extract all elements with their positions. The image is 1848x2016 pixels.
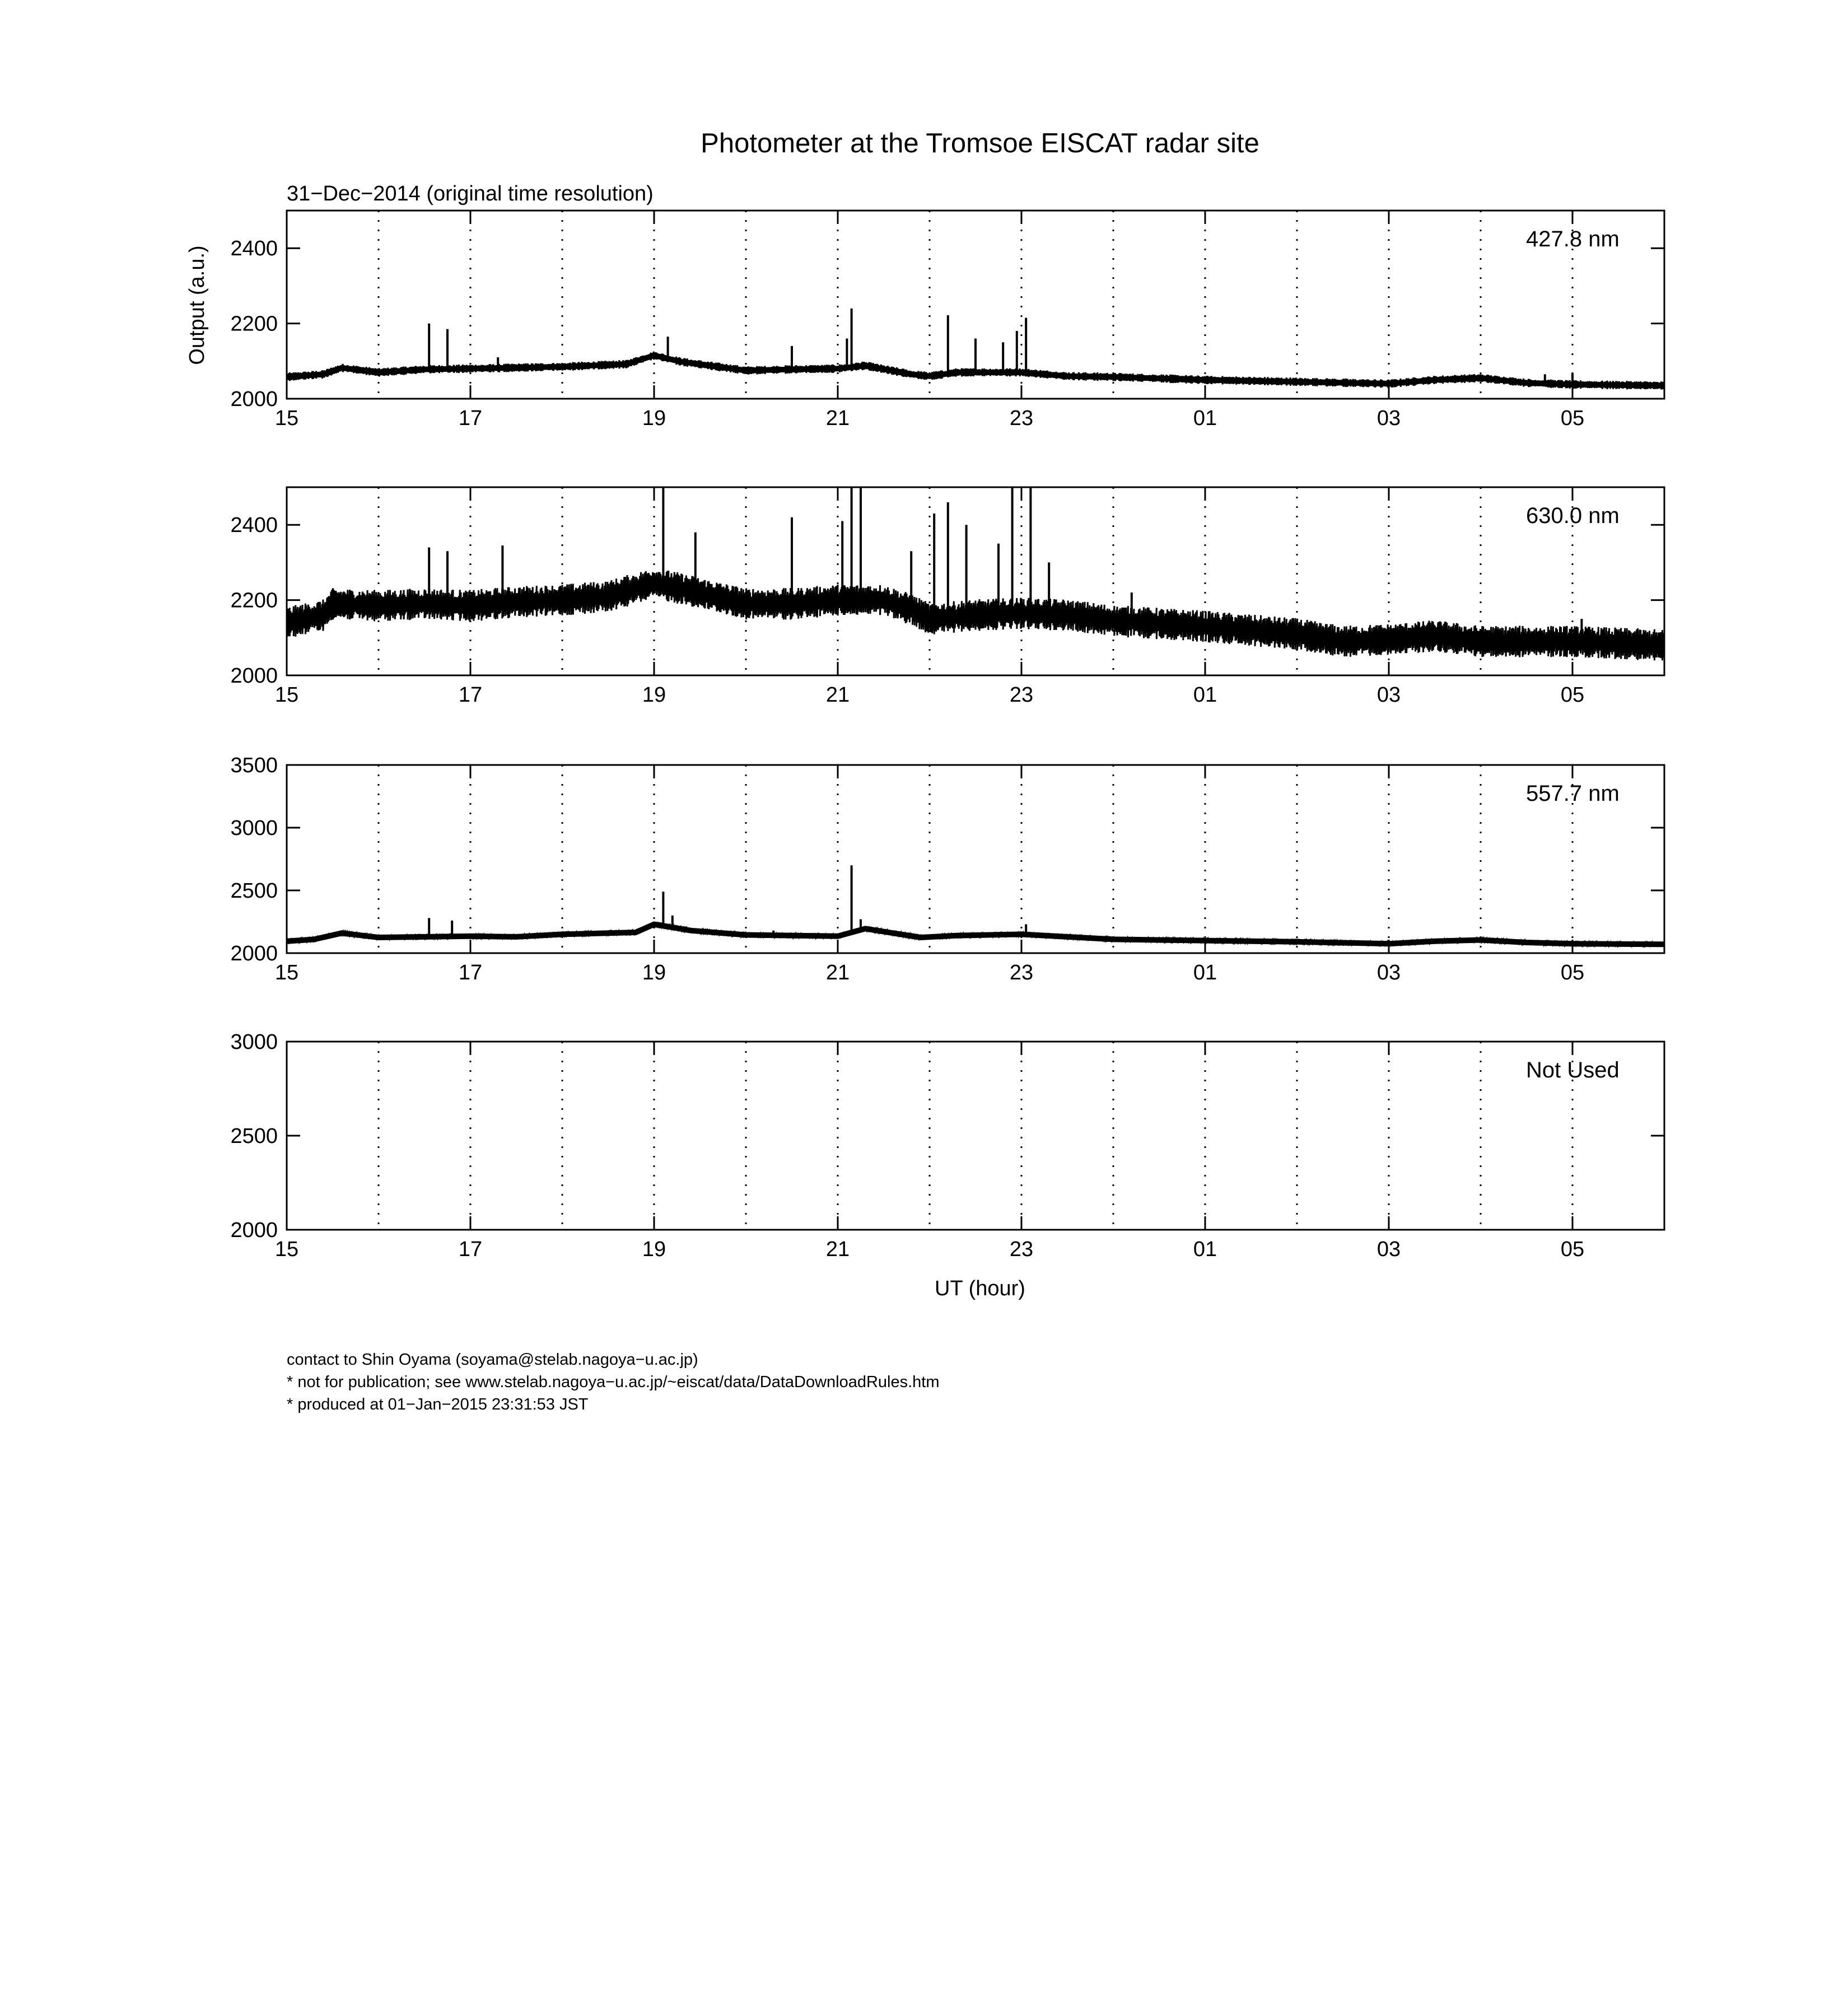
x-tick-label: 17 xyxy=(458,407,483,430)
x-tick-label: 15 xyxy=(274,961,299,984)
x-tick-label: 15 xyxy=(274,407,299,430)
y-tick-label: 2400 xyxy=(230,514,278,538)
panel-4 xyxy=(230,1030,1664,1261)
y-tick-label: 2500 xyxy=(230,879,278,903)
x-tick-label: 23 xyxy=(1009,683,1034,707)
x-tick-label: 19 xyxy=(642,407,666,430)
x-tick-label: 05 xyxy=(1560,961,1585,984)
panel-label: 427.8 nm xyxy=(1526,227,1620,251)
footer-notes xyxy=(287,1348,940,1416)
panel-label: 557.7 nm xyxy=(1526,781,1620,806)
footer-notice: * not for publication; see www.stelab.nagoya−u.ac.jp/~eiscat/data/DataDownloadRules.htm xyxy=(287,1373,940,1391)
footer-contact: contact to Shin Oyama (soyama@stelab.nagoya−u.ac.jp) xyxy=(287,1351,698,1369)
y-tick-label: 2000 xyxy=(230,942,278,965)
x-tick-label: 15 xyxy=(274,683,299,707)
x-tick-label: 17 xyxy=(458,683,483,707)
y-tick-label: 2000 xyxy=(230,664,278,688)
x-tick-label: 05 xyxy=(1560,1238,1585,1261)
panel-frame xyxy=(287,1042,1664,1230)
footer-produced: * produced at 01−Jan−2015 23:31:53 JST xyxy=(287,1396,589,1413)
panel-frame xyxy=(287,765,1664,953)
x-tick-label: 03 xyxy=(1376,683,1401,707)
y-tick-label: 2200 xyxy=(230,312,278,336)
x-tick-label: 23 xyxy=(1009,961,1034,984)
x-tick-label: 01 xyxy=(1193,407,1217,430)
x-tick-label: 03 xyxy=(1376,407,1401,430)
x-tick-label: 15 xyxy=(274,1238,299,1261)
y-tick-label: 2200 xyxy=(230,589,278,613)
panel-1 xyxy=(230,211,1664,430)
y-tick-label: 3000 xyxy=(230,816,278,840)
y-tick-label: 2500 xyxy=(230,1124,278,1148)
x-tick-label: 01 xyxy=(1193,1238,1217,1261)
chart-subtitle: 31−Dec−2014 (original time resolution) xyxy=(287,182,654,206)
x-tick-label: 23 xyxy=(1009,1238,1034,1261)
chart-title: Photometer at the Tromsoe EISCAT radar site xyxy=(701,128,1259,158)
x-axis-label: UT (hour) xyxy=(935,1277,1025,1300)
y-axis-label: Output (a.u.) xyxy=(185,245,209,365)
y-tick-label: 3000 xyxy=(230,1030,278,1054)
y-tick-label: 2400 xyxy=(230,237,278,261)
panel-3 xyxy=(230,754,1664,984)
x-tick-label: 17 xyxy=(458,961,483,984)
x-tick-label: 23 xyxy=(1009,407,1034,430)
x-tick-label: 21 xyxy=(825,961,850,984)
y-tick-label: 3500 xyxy=(230,754,278,777)
series-baseline xyxy=(287,583,1664,645)
x-tick-label: 03 xyxy=(1376,961,1401,984)
y-tick-label: 2000 xyxy=(230,388,278,411)
x-tick-label: 19 xyxy=(642,961,666,984)
y-tick-label: 2000 xyxy=(230,1219,278,1242)
panel-label: Not Used xyxy=(1526,1058,1620,1082)
x-tick-label: 21 xyxy=(825,1238,850,1261)
x-tick-label: 19 xyxy=(642,1238,666,1261)
x-tick-label: 21 xyxy=(825,407,850,430)
x-tick-label: 05 xyxy=(1560,407,1585,430)
x-tick-label: 17 xyxy=(458,1238,483,1261)
series-baseline xyxy=(287,925,1664,945)
x-tick-label: 21 xyxy=(825,683,850,707)
panel-label: 630.0 nm xyxy=(1526,503,1620,528)
x-tick-label: 19 xyxy=(642,683,666,707)
panel-2 xyxy=(230,487,1664,707)
x-tick-label: 03 xyxy=(1376,1238,1401,1261)
x-tick-label: 01 xyxy=(1193,961,1217,984)
x-tick-label: 01 xyxy=(1193,683,1217,707)
x-tick-label: 05 xyxy=(1560,683,1585,707)
